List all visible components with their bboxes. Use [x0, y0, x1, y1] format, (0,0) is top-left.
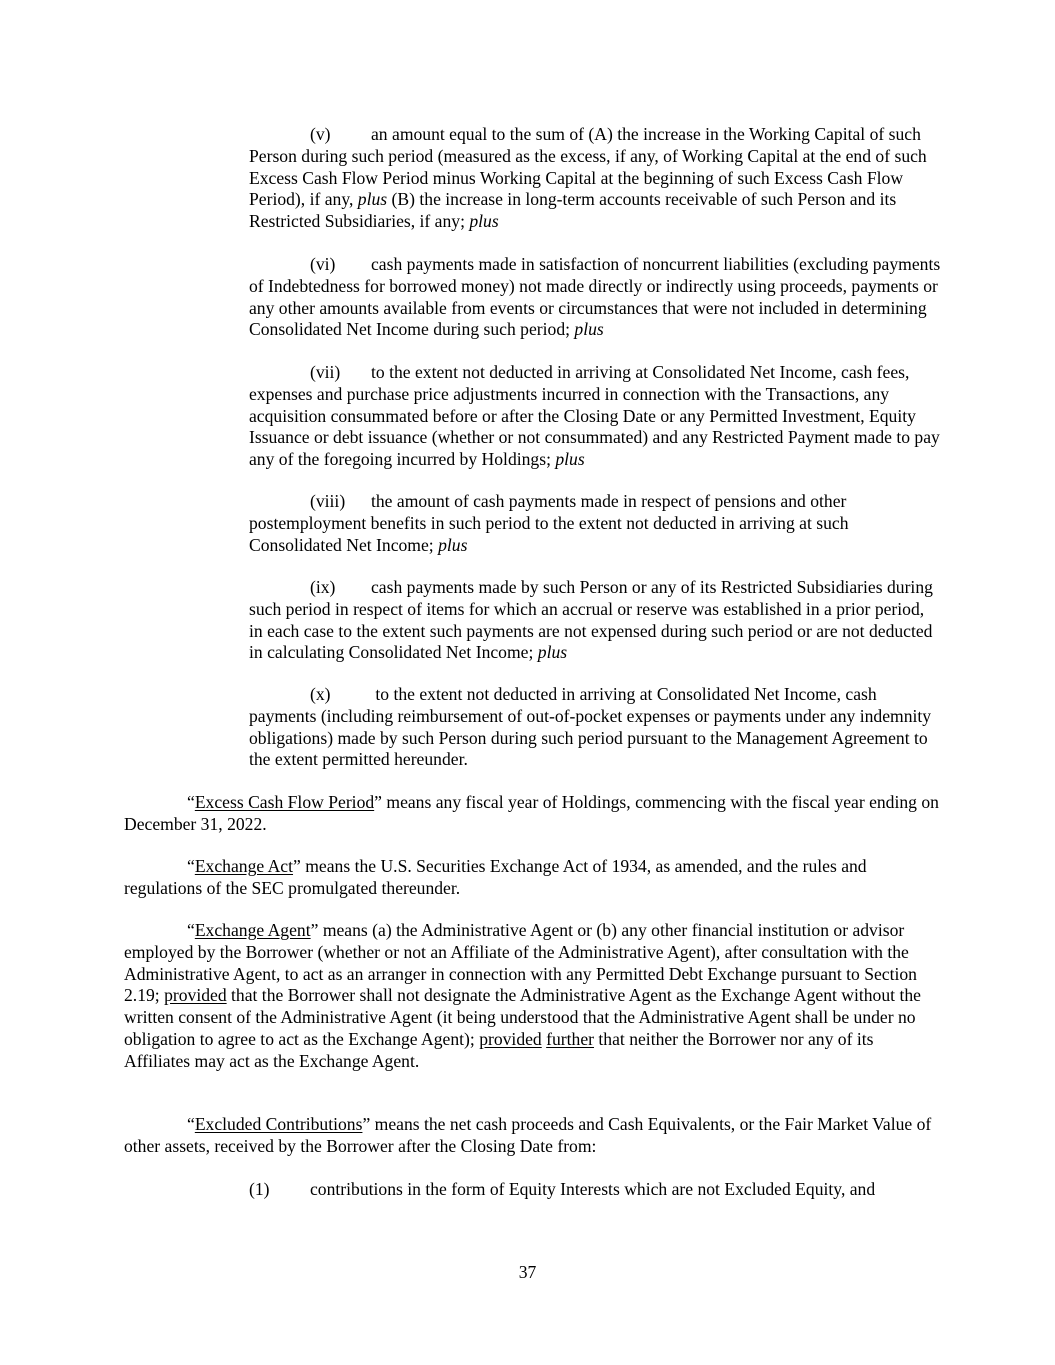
clause-viii-label: (viii): [310, 491, 346, 511]
definition-excess-cash-flow-period: [124, 792, 941, 836]
provided-term-1: provided: [164, 985, 227, 1006]
clause-v-label: (v): [310, 124, 331, 144]
clause-vi-plus: plus: [574, 319, 604, 340]
clause-ix-label: (ix): [310, 577, 336, 597]
clause-ix: [249, 577, 941, 664]
excluded-item-1-text: contributions in the form of Equity Interests which are not Excluded Equity, and: [310, 1179, 876, 1199]
clause-vi-text: cash payments made in satisfaction of noncurrent liabilities (excluding payments of Indebtedness for borrowed money) not made directly or indirectly using proceeds, payments or any other amounts available from events or circumstances that were not included in determining Consolidated Net Income during such period;: [249, 254, 941, 340]
definition-text: ” means the U.S. Securities Exchange Act of 1934, as amended, and the rules and regulations of the SEC promulgated thereunder.: [124, 856, 867, 898]
definition-text: ” means any fiscal year of Holdings, commencing with the fiscal year ending on December 31, 2022.: [124, 792, 939, 834]
defined-term: Exchange Agent: [194, 920, 311, 940]
open-quote: “: [187, 792, 195, 812]
clause-viii-plus: plus: [438, 534, 468, 555]
clause-vi-label: (vi): [310, 254, 336, 274]
clause-viii-text: the amount of cash payments made in respect of pensions and other postemployment benefits in such period to the extent not deducted in arriving at such Consolidated Net Income;: [249, 491, 849, 555]
clause-v-plus-1: plus: [357, 189, 388, 210]
definition-text-2: that the Borrower shall not designate the Administrative Agent as the Exchange Agent without the written consent of the Administrative Agent (it being understood that the Administrative Agent shall be under no obligation to agree to act as the Exchange Agent);: [124, 985, 921, 1049]
clause-v-text-2: (B) the increase in long-term accounts receivable of such Person and its Restricted Subsidiaries, if any;: [249, 189, 897, 232]
open-quote: “: [187, 856, 195, 876]
clause-vi: [249, 254, 941, 341]
page-number: 37: [518, 1262, 537, 1282]
defined-term: Excess Cash Flow Period: [194, 792, 375, 812]
clause-vii-label: (vii): [310, 362, 341, 382]
clause-viii: [249, 491, 941, 556]
clause-x-text: to the extent not deducted in arriving at Consolidated Net Income, cash payments (including reimbursement of out-of-pocket expenses or payments under any indemnity obligations) made by such Person during such period pursuant to the Management Agreement to the extent permitted hereunder.: [249, 684, 932, 770]
open-quote: “: [187, 1114, 195, 1134]
defined-term: Exchange Act: [194, 856, 294, 876]
excluded-item-1: [249, 1179, 949, 1201]
provided-term-2: provided: [479, 1028, 542, 1049]
clause-v: [249, 124, 941, 233]
definition-text-3: that neither the Borrower nor any of its Affiliates may act as the Exchange Agent.: [124, 1028, 874, 1071]
excluded-item-1-label: (1): [249, 1179, 270, 1199]
clause-ix-text: cash payments made by such Person or any of its Restricted Subsidiaries during such period in respect of items for which an accrual or reserve was established in a prior period, in each case to the extent such payments are not expensed during such period or are not deducted in calculating Consolidated Net Income;: [249, 577, 933, 663]
open-quote: “: [187, 920, 195, 940]
clause-vii-plus: plus: [555, 449, 585, 470]
clause-v-plus-2: plus: [469, 211, 499, 232]
clause-x: [249, 684, 941, 771]
clause-ix-plus: plus: [537, 642, 568, 663]
definition-text: ” means the net cash proceeds and Cash Equivalents, or the Fair Market Value of other assets, received by the Borrower after the Closing Date from:: [124, 1114, 932, 1156]
definition-excluded-contributions: [124, 1114, 941, 1158]
clause-vii: [249, 362, 941, 471]
defined-term: Excluded Contributions: [194, 1114, 363, 1134]
clause-v-text-1: an amount equal to the sum of (A) the increase in the Working Capital of such Person during such period (measured as the excess, if any, of Working Capital at the end of such Excess Cash Flow Period minus Working Capital at the beginning of such Excess Cash Flow Period), if any,: [249, 124, 927, 210]
clause-x-label: (x): [310, 684, 331, 704]
definition-exchange-agent: [124, 920, 941, 1073]
definition-text-1: ” means (a) the Administrative Agent or (b) any other financial institution or advisor employed by the Borrower (whether or not an Affiliate of the Administrative Agent), after consultation with the Administrative Agent, to act as an arranger in connection with any Permitted Debt Exchange pursuant to Section 2.19;: [124, 920, 917, 1006]
further-term: further: [546, 1028, 595, 1049]
clause-vii-text: to the extent not deducted in arriving at Consolidated Net Income, cash fees, expenses and purchase price adjustments incurred in connection with the Transactions, any acquisition consummated before or after the Closing Date or any Permitted Investment, Equity Issuance or debt issuance (whether or not consummated) and any Restricted Payment made to pay any of the foregoing incurred by Holdings;: [249, 362, 940, 470]
definition-exchange-act: [124, 856, 941, 900]
